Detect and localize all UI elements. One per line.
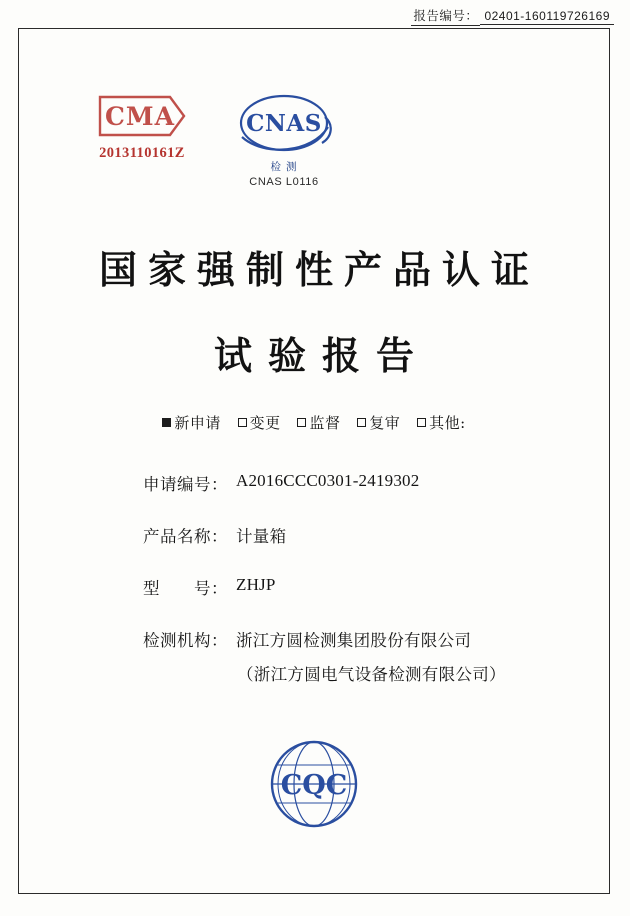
report-number [411, 6, 614, 26]
option-change[interactable] [238, 412, 281, 433]
option-label: 新申请 [174, 414, 221, 432]
option-label: 变更 [249, 414, 281, 432]
document-title-line1: 国家强制性产品认证 [98, 247, 540, 292]
report-number-value: 02401-160119726169 [480, 9, 614, 25]
cqc-seal [19, 729, 609, 839]
field-model [19, 575, 609, 599]
summary-fields [19, 471, 609, 711]
checkbox-icon[interactable] [417, 418, 426, 427]
field-testing-organization [19, 627, 609, 651]
field-label: 产品名称： [143, 527, 228, 546]
field-value: 浙江方圆检测集团股份有限公司 [236, 631, 472, 650]
option-label: 监督 [309, 414, 341, 432]
option-review[interactable] [357, 412, 400, 433]
svg-text:CQC: CQC [280, 770, 348, 801]
accreditation-marks [19, 87, 609, 207]
checkbox-icon[interactable] [238, 418, 247, 427]
cma-code: 2013110161Z [99, 145, 185, 161]
svg-text:CMA: CMA [105, 102, 175, 131]
document-border [18, 28, 610, 894]
cma-logo-icon [96, 93, 188, 139]
document-title-line2: 试验报告 [213, 333, 430, 378]
option-other[interactable] [417, 412, 466, 433]
cma-mark [67, 93, 217, 162]
svg-text:CNAS: CNAS [246, 110, 322, 137]
field-label: 申请编号： [143, 475, 228, 494]
cnas-logo-icon [224, 87, 344, 165]
checkbox-icon[interactable] [297, 418, 306, 427]
field-testing-organization-line2: （浙江方圆电气设备检测有限公司） [237, 665, 506, 684]
checkbox-checked-icon[interactable] [162, 418, 171, 427]
cnas-code: CNAS L0116 [249, 176, 319, 188]
cma-name [142, 162, 143, 163]
field-label: 型 号： [143, 579, 228, 598]
field-value: A2016CCC0301-2419302 [236, 471, 420, 490]
report-number-label: 报告编号： [411, 6, 480, 26]
cnas-mark [199, 87, 369, 188]
cnas-name [284, 188, 285, 189]
field-value: ZHJP [236, 575, 276, 594]
option-supervision[interactable] [297, 412, 340, 433]
cqc-logo-icon [259, 729, 369, 839]
field-label: 检测机构： [143, 631, 228, 650]
checkbox-icon[interactable] [357, 418, 366, 427]
field-product-name [19, 523, 609, 547]
cnas-subtitle: 检 测 [270, 161, 298, 173]
option-label: 复审 [369, 414, 401, 432]
option-label: 其他: [429, 414, 466, 432]
field-application-no [19, 471, 609, 495]
application-type-options [19, 412, 609, 433]
option-new-application[interactable] [162, 412, 221, 433]
field-value: 计量箱 [236, 527, 287, 546]
